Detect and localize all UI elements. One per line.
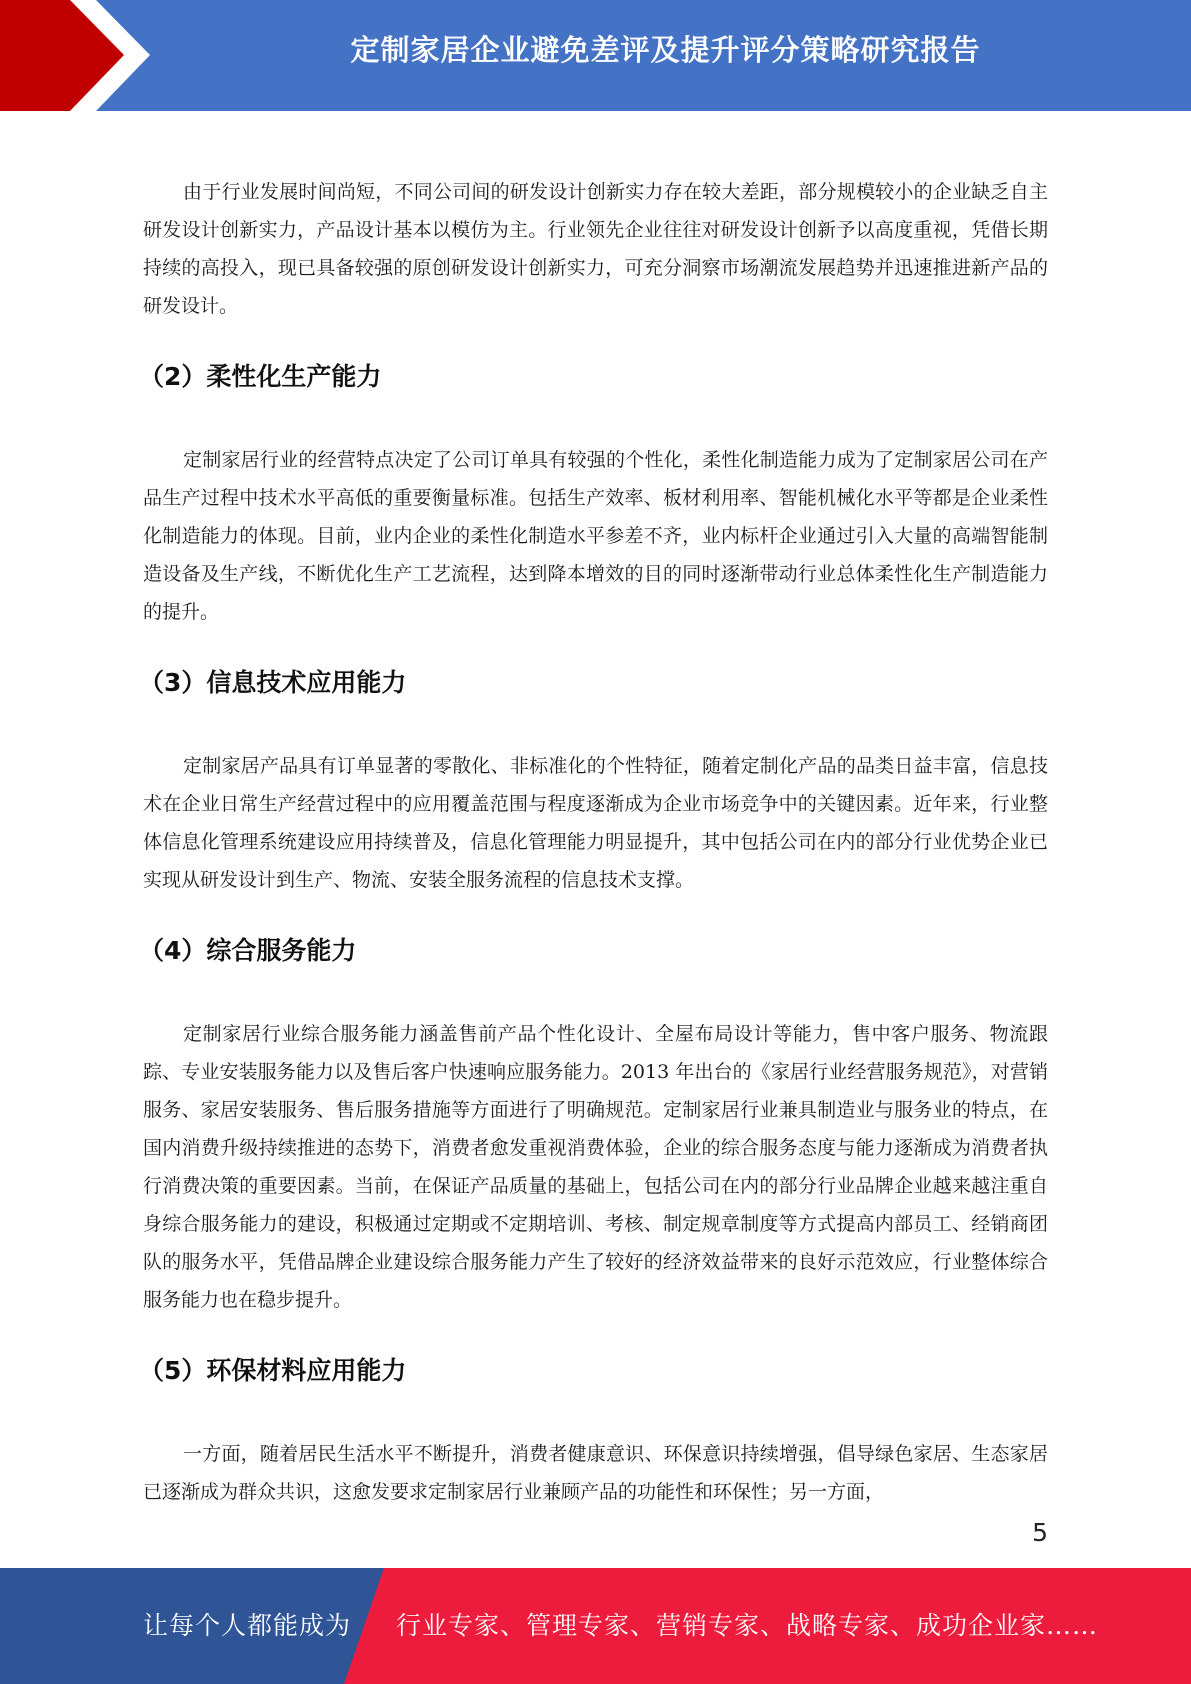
paragraph-flexible-production: 定制家居行业的经营特点决定了公司订单具有较强的个性化，柔性化制造能力成为了定制家居公司在产品生产过程中技术水平高低的重要衡量标准。包括生产效率、板材利用率、智能机械化水平等都是企业柔性化制造能力的体现。目前，业内企业的柔性化制造水平参差不齐，业内标杆企业通过引入大量的高端智能制造设备及生产线，不断优化生产工艺流程，达到降本增效的目的同时逐渐带动行业总体柔性化生产制造能力的提升。 xyxy=(143,449,1048,623)
paragraph-rd-innovation: 由于行业发展时间尚短，不同公司间的研发设计创新实力存在较大差距，部分规模较小的企业缺乏自主研发设计创新实力，产品设计基本以模仿为主。行业领先企业往往对研发设计创新予以高度重视，凭借长期持续的高投入，现已具备较强的原创研发设计创新实力，可充分洞察市场潮流发展趋势并迅速推进新产品的研发设计。 xyxy=(143,181,1048,317)
section-heading-it-application: （3）信息技术应用能力 xyxy=(139,668,407,697)
footer-banner xyxy=(0,1568,1191,1684)
document-title: 定制家居企业避免差评及提升评分策略研究报告 xyxy=(350,33,981,67)
footer-slogan-right: 行业专家、管理专家、营销专家、战略专家、成功企业家…… xyxy=(396,1611,1099,1640)
footer-slogan-left: 让每个人都能成为 xyxy=(143,1611,352,1640)
header-banner xyxy=(0,0,1191,111)
paragraph-integrated-service: 定制家居行业综合服务能力涵盖售前产品个性化设计、全屋布局设计等能力，售中客户服务、物流跟踪、专业安装服务能力以及售后客户快速响应服务能力。2013 年出台的《家居行业经营服务规范》，对营销服务、家居安装服务、售后服务措施等方面进行了明确规范。定制家居行业兼具制造业与服务业的特点，在国内消费升级持续推进的态势下，消费者愈发重视消费体验，企业的综合服务态度与能力逐渐成为消费者执行消费决策的重要因素。当前，在保证产品质量的基础上，包括公司在内的部分行业品牌企业越来越注重自身综合服务能力的建设，积极通过定期或不定期培训、考核、制定规章制度等方式提高内部员工、经销商团队的服务水平，凭借品牌企业建设综合服务能力产生了较好的经济效益带来的良好示范效应，行业整体综合服务能力也在稳步提升。 xyxy=(143,1023,1048,1311)
page-number: 5 xyxy=(1032,1518,1048,1547)
paragraph-eco-materials: 一方面，随着居民生活水平不断提升，消费者健康意识、环保意识持续增强，倡导绿色家居、生态家居已逐渐成为群众共识，这愈发要求定制家居行业兼顾产品的功能性和环保性；另一方面， xyxy=(143,1443,1048,1503)
document-body xyxy=(139,173,1048,1511)
section-heading-eco-materials: （5）环保材料应用能力 xyxy=(139,1356,407,1385)
section-heading-integrated-service: （4）综合服务能力 xyxy=(139,936,357,965)
paragraph-it-application: 定制家居产品具有订单显著的零散化、非标准化的个性特征，随着定制化产品的品类日益丰富，信息技术在企业日常生产经营过程中的应用覆盖范围与程度逐渐成为企业市场竞争中的关键因素。近年来，行业整体信息化管理系统建设应用持续普及，信息化管理能力明显提升，其中包括公司在内的部分行业优势企业已实现从研发设计到生产、物流、安装全服务流程的信息技术支撑。 xyxy=(143,755,1048,891)
section-heading-flexible-production: （2）柔性化生产能力 xyxy=(139,362,382,391)
